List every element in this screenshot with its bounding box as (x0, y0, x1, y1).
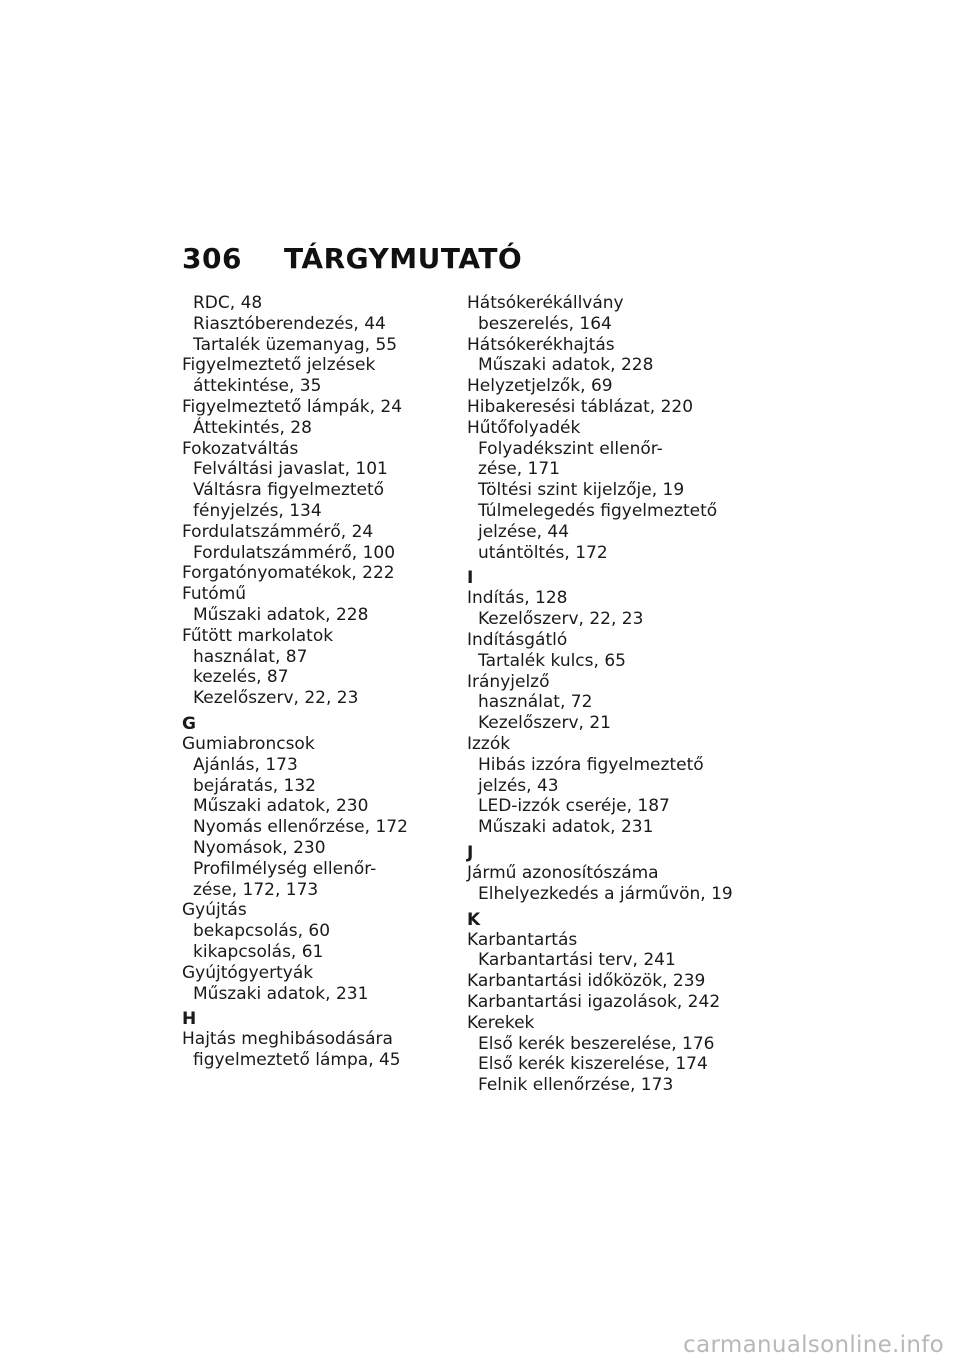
index-subentry: Nyomások, 230 (193, 837, 326, 858)
index-entry: Fordulatszámmérő, 24 (182, 521, 374, 542)
index-subentry: beszerelés, 164 (478, 313, 612, 334)
index-entry: Karbantartási időközök, 239 (467, 971, 706, 992)
index-subentry: Váltásra figyelmeztető (193, 480, 385, 501)
index-subentry: Felnik ellenőrzése, 173 (478, 1075, 674, 1096)
index-letter-heading: K (467, 909, 481, 930)
index-subentry: kikapcsolás, 61 (193, 941, 324, 962)
index-continuation: jelzése, 44 (478, 521, 570, 542)
index-column-left (182, 293, 454, 1071)
index-letter-heading: H (182, 1009, 197, 1030)
index-subentry: Riasztóberendezés, 44 (193, 313, 386, 334)
index-subentry: LED-izzók cseréje, 187 (478, 796, 670, 817)
index-subentry: Elhelyezkedés a járművön, 19 (478, 883, 733, 904)
index-entry: Fokozatváltás (182, 438, 299, 459)
index-subentry: kezelés, 87 (193, 667, 289, 688)
index-continuation: fényjelzés, 134 (193, 500, 322, 521)
index-entry: Irányjelző (467, 671, 550, 692)
index-continuation: zése, 171 (478, 459, 560, 480)
index-subentry: Első kerék beszerelése, 176 (478, 1033, 715, 1054)
index-subentry: bejáratás, 132 (193, 775, 316, 796)
index-subentry: Műszaki adatok, 228 (193, 604, 369, 625)
index-entry: Gumiabroncsok (182, 733, 315, 754)
index-entry: Gyújtógyertyák (182, 962, 314, 983)
index-entry: Hűtőfolyadék (467, 417, 581, 438)
index-entry: Karbantartás (467, 929, 578, 950)
index-subentry: Tartalék kulcs, 65 (478, 650, 626, 671)
index-entry: Fűtött markolatok (182, 625, 334, 646)
index-subentry: Profilmélység ellenőr- (193, 858, 377, 879)
index-subentry: utántöltés, 172 (478, 542, 608, 563)
index-entry: Indításgátló (467, 629, 568, 650)
index-entry: Izzók (467, 733, 511, 754)
index-entry: Hátsókerékhajtás (467, 334, 615, 355)
index-subentry: Karbantartási terv, 241 (478, 950, 676, 971)
index-letter-heading: J (467, 842, 474, 863)
index-subentry: Töltési szint kijelzője, 19 (478, 480, 685, 501)
index-subentry: Fordulatszámmérő, 100 (193, 542, 396, 563)
index-subentry: Felváltási javaslat, 101 (193, 459, 388, 480)
index-entry: Hibakeresési táblázat, 220 (467, 396, 694, 417)
index-entry: Kerekek (467, 1012, 535, 1033)
index-subentry: használat, 72 (478, 692, 593, 713)
index-entry: Forgatónyomatékok, 222 (182, 563, 395, 584)
page-number: 306 (182, 242, 242, 275)
index-continuation: figyelmeztető lámpa, 45 (193, 1050, 401, 1071)
index-subentry: Kezelőszerv, 22, 23 (193, 688, 359, 709)
watermark: carmanualsonline.info (683, 1332, 944, 1358)
index-entry: Gyújtás (182, 900, 247, 921)
index-subentry: Kezelőszerv, 22, 23 (478, 609, 644, 630)
index-subentry: Túlmelegedés figyelmeztető (478, 500, 718, 521)
index-letter-heading: G (182, 713, 196, 734)
index-entry: Indítás, 128 (467, 588, 568, 609)
index-subentry: bekapcsolás, 60 (193, 921, 331, 942)
index-entry: Helyzetjelzők, 69 (467, 376, 613, 397)
index-subentry: RDC, 48 (193, 293, 263, 313)
index-entry: Hátsókerékállvány (467, 293, 624, 313)
index-entry: Jármű azonosítószáma (467, 862, 659, 883)
index-entry: Karbantartási igazolások, 242 (467, 991, 721, 1012)
index-entry: Figyelmeztető lámpák, 24 (182, 396, 403, 417)
index-continuation: Áttekintés, 28 (193, 417, 312, 438)
page-header (182, 242, 522, 275)
index-entry: Futómű (182, 584, 247, 605)
index-subentry: Tartalék üzemanyag, 55 (193, 334, 398, 355)
index-subentry: Ajánlás, 173 (193, 754, 298, 775)
index-continuation: jelzés, 43 (478, 775, 559, 796)
index-subentry: Nyomás ellenőrzése, 172 (193, 817, 408, 838)
index-subentry: Első kerék kiszerelése, 174 (478, 1054, 708, 1075)
index-letter-heading: I (467, 568, 474, 589)
index-subentry: Műszaki adatok, 228 (478, 355, 654, 376)
index-subentry: Műszaki adatok, 231 (193, 983, 369, 1004)
index-entry: Figyelmeztető jelzések (182, 355, 376, 376)
index-continuation: zése, 172, 173 (193, 879, 319, 900)
index-subentry: használat, 87 (193, 646, 308, 667)
index-subentry: Hibás izzóra figyelmeztető (478, 754, 704, 775)
index-subentry: Folyadékszint ellenőr- (478, 438, 663, 459)
index-continuation: áttekintése, 35 (193, 376, 322, 397)
index-column-right (467, 293, 739, 1096)
page-title: TÁRGYMUTATÓ (284, 242, 523, 275)
index-entry: Hajtás meghibásodására (182, 1029, 393, 1050)
index-subentry: Műszaki adatok, 231 (478, 817, 654, 838)
index-subentry: Műszaki adatok, 230 (193, 796, 369, 817)
index-subentry: Kezelőszerv, 21 (478, 713, 611, 734)
